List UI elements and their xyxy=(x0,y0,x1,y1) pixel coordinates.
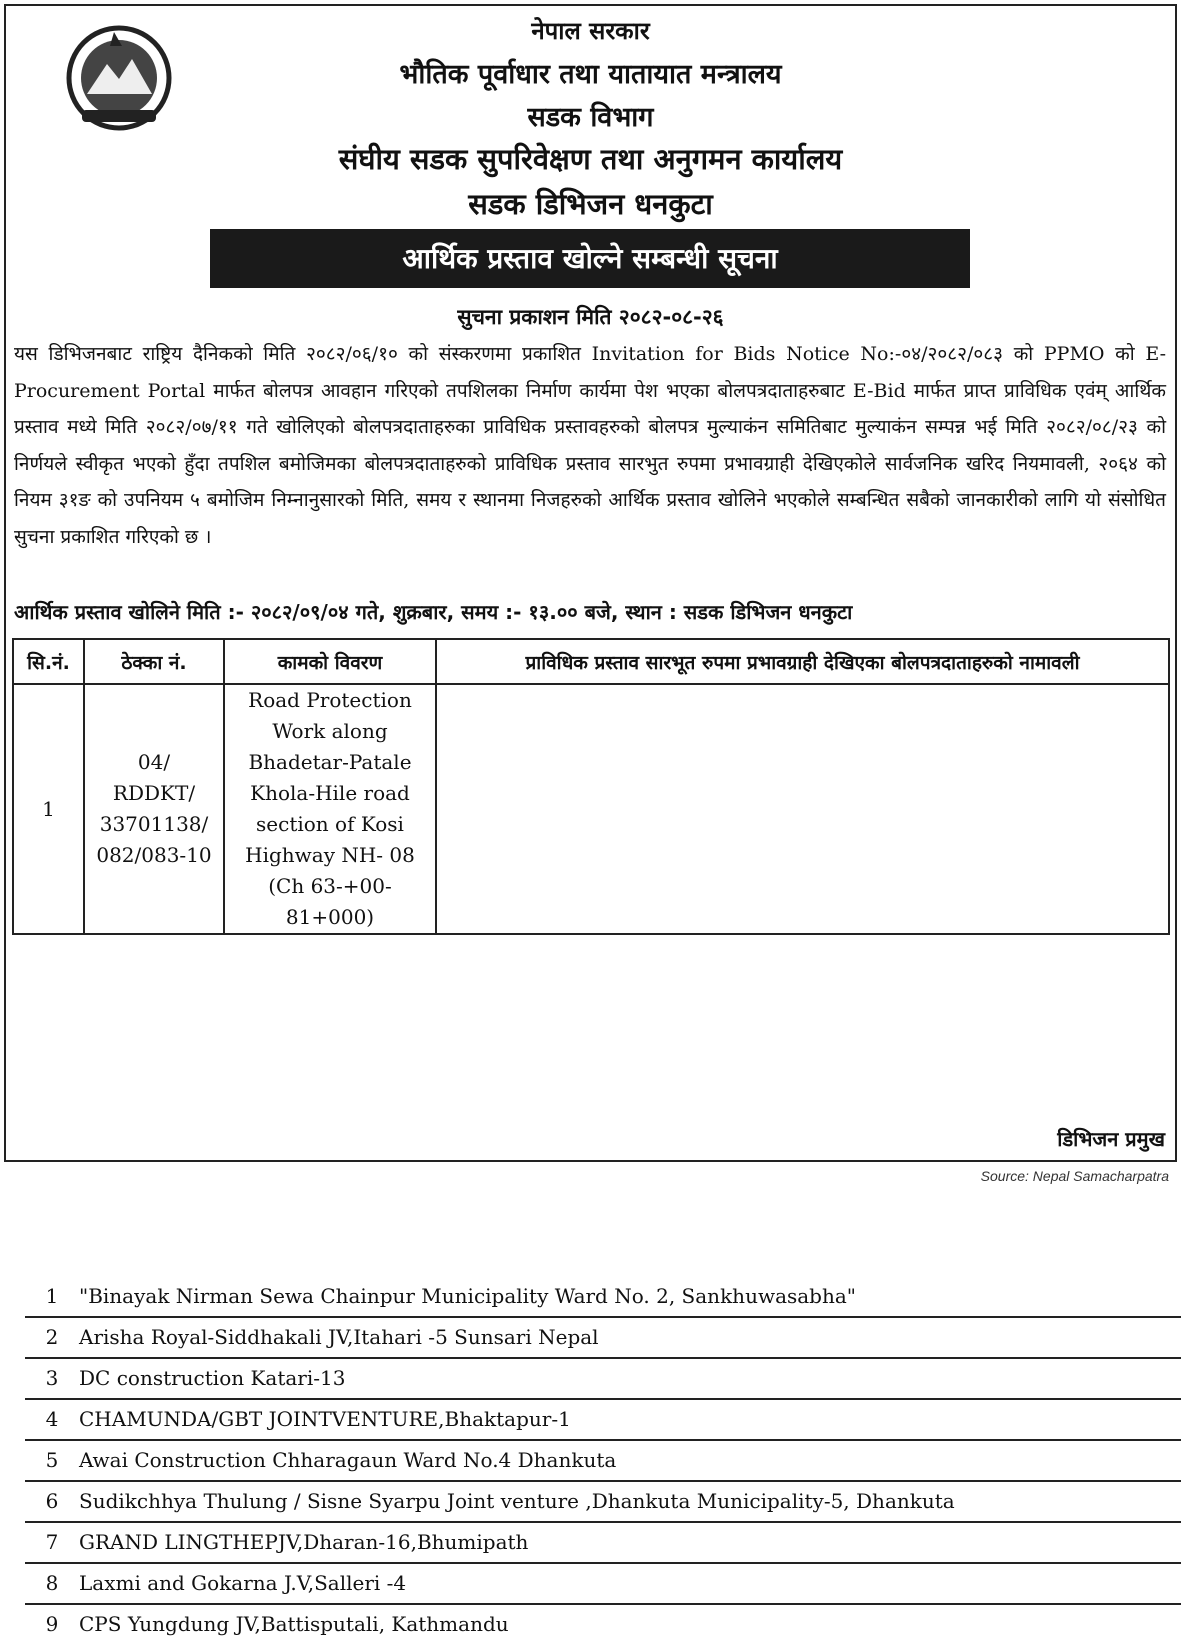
bidder-list xyxy=(25,1277,1181,1644)
bidder-row xyxy=(25,1358,1181,1399)
bidder-number: 9 xyxy=(45,1612,59,1636)
bidder-row xyxy=(25,1563,1181,1604)
bidder-number: 5 xyxy=(25,1440,79,1481)
header-division: सडक डिभिजन धनकुटा xyxy=(468,187,713,221)
bidder-number: 6 xyxy=(25,1481,79,1522)
bidder-number: 4 xyxy=(25,1399,79,1440)
bidder-name: Awai Construction Chharagaun Ward No.4 Dhankuta xyxy=(79,1440,1181,1481)
bidder-name: CHAMUNDA/GBT JOINTVENTURE,Bhaktapur-1 xyxy=(79,1399,1181,1440)
source-credit: Source: Nepal Samacharpatra xyxy=(980,1168,1169,1184)
bidder-number: 8 xyxy=(25,1563,79,1604)
bidder-row xyxy=(25,1317,1181,1358)
col-bidders: प्राविधिक प्रस्ताव सारभूत रुपमा प्रभावग्राही देखिएका बोलपत्रदाताहरुको नामावली xyxy=(436,639,1169,684)
bidder-row xyxy=(25,1604,1181,1644)
bidder-name: GRAND LINGTHEPJV,Dharan-16,Bhumipath xyxy=(79,1522,1181,1563)
bidder-number: 2 xyxy=(25,1317,79,1358)
bidder-row xyxy=(25,1522,1181,1563)
bidder-number: 7 xyxy=(25,1522,79,1563)
bidder-number: 3 xyxy=(25,1358,79,1399)
opening-details: आर्थिक प्रस्ताव खोलिने मिति :- २०८२/०९/०४ गते, शुक्रबार, समय :- १३.०० बजे, स्थान : सडक डिभिजन धनकुटा xyxy=(14,600,853,624)
bidder-name: CPS Yungdung JV,Battisputali, Kathmandu xyxy=(79,1612,509,1636)
publish-date: सुचना प्रकाशन मिति २०८२-०८-२६ xyxy=(457,305,724,329)
header-line1: नेपाल सरकार xyxy=(531,17,650,45)
notice-title: आर्थिक प्रस्ताव खोल्ने सम्बन्धी सूचना xyxy=(210,229,970,288)
header-office: संघीय सडक सुपरिवेक्षण तथा अनुगमन कार्यालय xyxy=(338,142,843,176)
bidder-row xyxy=(25,1277,1181,1317)
notice-body: यस डिभिजनबाट राष्ट्रिय दैनिकको मिति २०८२/०६/१० को संस्करणमा प्रकाशित Invitation for Bids Notice No:-०४/२०८२/०८३ को PPMO को E-Procurement Portal मार्फत बोलपत्र आवहान गरिएको तपशिलका निर्माण कार्यमा पेश भएका बोलपत्रदाताहरुबाट E-Bid मार्फत प्राप्त प्राविधिक एवंम् आर्थिक प्रस्ताव मध्ये मिति २०८२/०७/११ गते खोलिएको बोलपत्रदाताहरुका प्राविधिक प्रस्तावहरुको बोलपत्र मुल्याकंन समितिबाट मुल्याकंन सम्पन्न भई मिति २०८२/०८/२३ को निर्णयले स्वीकृत भएको हुँदा तपशिल बमोजिमका बोलपत्रदाताहरुको प्राविधिक प्रस्ताव सारभुत रुपमा प्रभावग्राही देखिएकोले सार्वजनिक खरिद नियमावली, २०६४ को नियम ३१ङ को उपनियम ५ बमोजिम निम्नानुसारको मिति, समय र स्थानमा निजहरुको आर्थिक प्रस्ताव खोलिने भएकोले सम्बन्धित सबैको जानकारीको लागि यो संसोधित सुचना प्रकाशित गरिएको छ । xyxy=(14,343,1166,548)
bidder-name: DC construction Katari-13 xyxy=(79,1358,1181,1399)
bidder-name: "Binayak Nirman Sewa Chainpur Municipality Ward No. 2, Sankhuwasabha" xyxy=(79,1277,1181,1317)
bidder-row xyxy=(25,1481,1181,1522)
header-department: सडक विभाग xyxy=(527,102,654,133)
col-sn: सि.नं. xyxy=(13,639,84,684)
bidder-row xyxy=(25,1399,1181,1440)
bidder-row xyxy=(25,1440,1181,1481)
cell-contract-no: 04/ RDDKT/ 33701138/ 082/083-10 xyxy=(84,684,224,934)
bidder-name: Arisha Royal-Siddhakali JV,Itahari -5 Sunsari Nepal xyxy=(79,1317,1181,1358)
bidder-name: Sudikchhya Thulung / Sisne Syarpu Joint venture ,Dhankuta Municipality-5, Dhankuta xyxy=(79,1481,1181,1522)
bidder-name: Laxmi and Gokarna J.V,Salleri -4 xyxy=(79,1563,1181,1604)
col-contract: ठेक्का नं. xyxy=(84,639,224,684)
bidder-number: 1 xyxy=(25,1277,79,1317)
cell-sn: 1 xyxy=(13,684,84,934)
col-description: कामको विवरण xyxy=(224,639,436,684)
cell-description: Road Protection Work along Bhadetar-Patale Khola-Hile road section of Kosi Highway NH- 08 (Ch 63-+00-81+000) xyxy=(224,684,436,934)
header-ministry: भौतिक पूर्वाधार तथा यातायात मन्त्रालय xyxy=(399,59,782,90)
signature: डिभिजन प्रमुख xyxy=(1057,1127,1165,1151)
